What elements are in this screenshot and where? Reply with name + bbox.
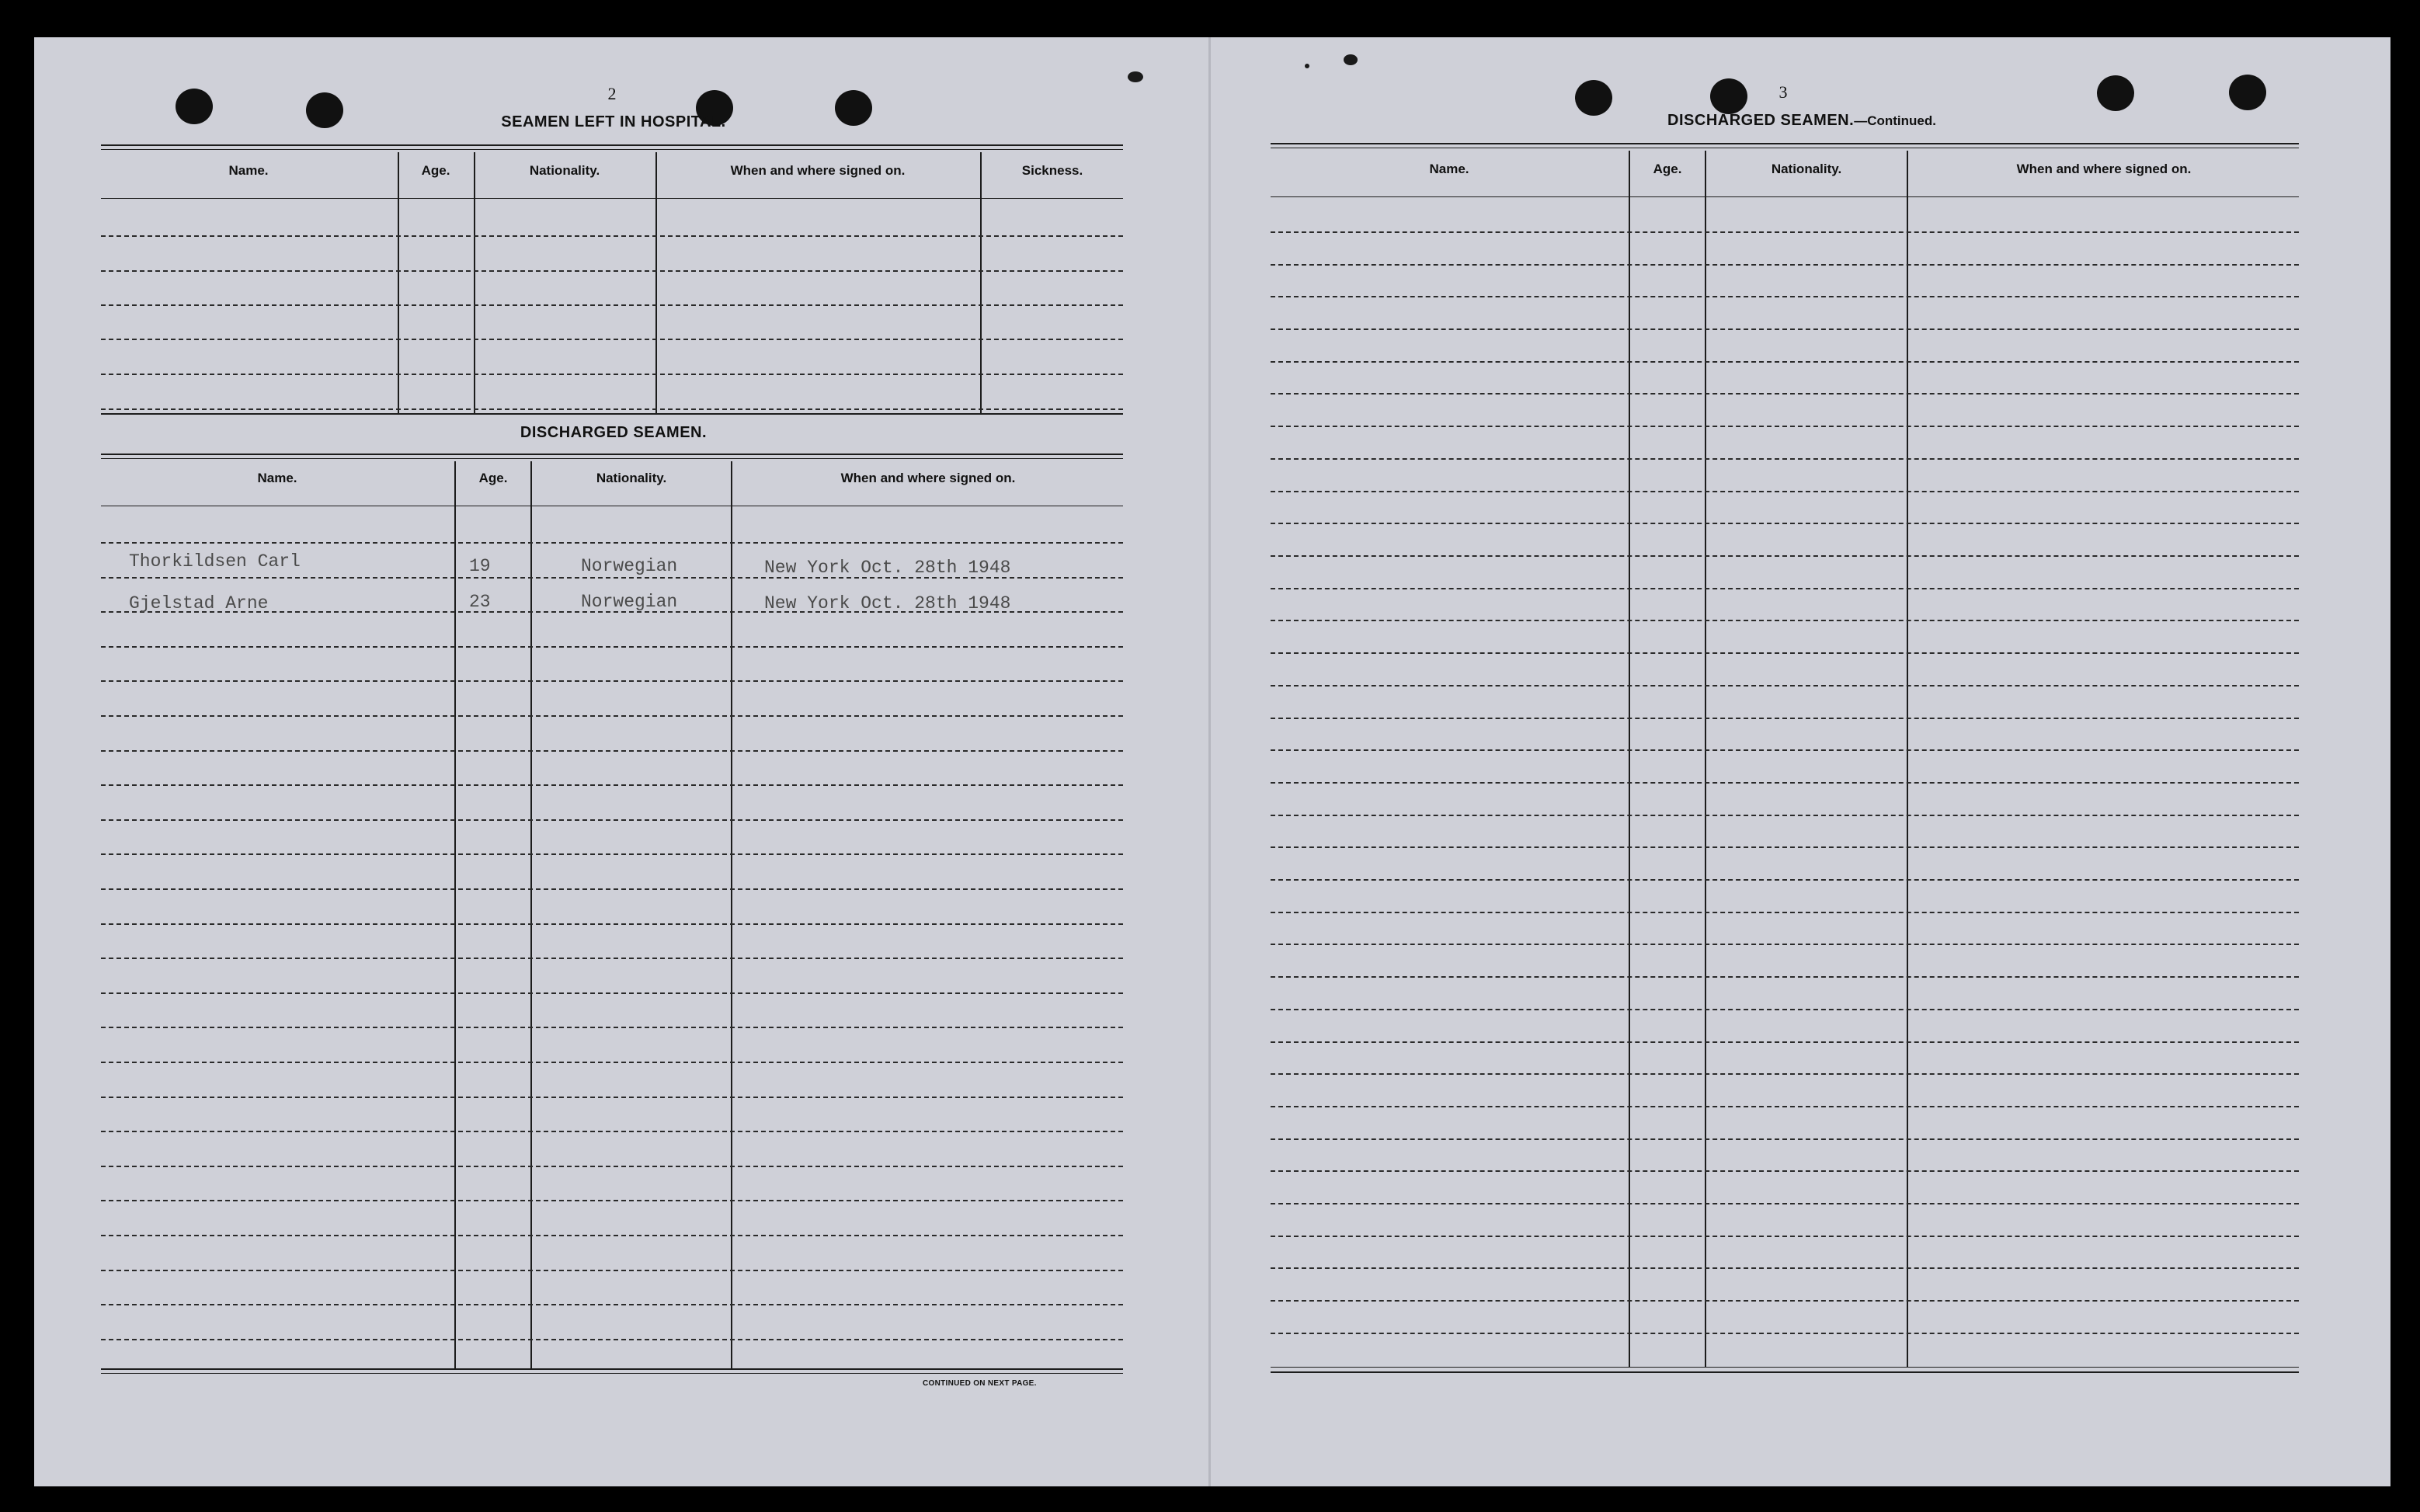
entry-line [1271, 426, 2299, 427]
entry-line [1271, 555, 2299, 557]
seaman-age: 23 [469, 592, 491, 612]
top-double-rule [1271, 143, 2299, 144]
entry-line [1271, 652, 2299, 654]
bottom-rule [101, 1373, 1123, 1374]
entry-line [101, 853, 1123, 855]
column-divider [1629, 151, 1630, 1367]
entry-line [1271, 1267, 2299, 1269]
entry-line [1271, 588, 2299, 589]
discharged-section-title: DISCHARGED SEAMEN. [520, 424, 708, 441]
entry-line [101, 958, 1123, 959]
entry-line [1271, 393, 2299, 395]
section-double-rule [101, 454, 1123, 455]
col-header-age: Age. [421, 163, 450, 178]
hospital-section-title: SEAMEN LEFT IN HOSPITAL. [501, 113, 726, 130]
entry-line [101, 542, 1123, 544]
title-main: DISCHARGED SEAMEN. [1667, 112, 1855, 129]
entry-line [1271, 879, 2299, 881]
col-header-sickness: Sickness. [1021, 163, 1083, 178]
discharged-continued-title [1584, 112, 2019, 130]
seaman-nationality: Norwegian [581, 592, 678, 612]
entry-line [101, 1027, 1123, 1028]
entry-line [101, 1131, 1123, 1132]
section-rule [101, 413, 1123, 415]
entry-line [1271, 1333, 2299, 1334]
ink-speck [1344, 54, 1358, 65]
seaman-name: Thorkildsen Carl [129, 551, 301, 572]
entry-line [101, 1166, 1123, 1167]
entry-line [101, 1304, 1123, 1305]
entry-line [1271, 231, 2299, 233]
entry-line [1271, 976, 2299, 978]
entry-line [1271, 1300, 2299, 1302]
header-rule [101, 198, 1123, 199]
punch-hole [176, 89, 213, 124]
ink-speck [1128, 71, 1143, 82]
entry-line [101, 1097, 1123, 1098]
entry-line [1271, 1041, 2299, 1043]
seaman-age: 19 [469, 556, 491, 576]
entry-line [101, 750, 1123, 752]
column-divider [1907, 151, 1908, 1367]
entry-line [101, 992, 1123, 994]
entry-line [101, 923, 1123, 925]
seaman-signed-on: New York Oct. 28th 1948 [764, 593, 1011, 613]
entry-line [1271, 491, 2299, 492]
col-header-name: Name. [1429, 162, 1469, 176]
entry-line [101, 270, 1123, 272]
page-number: 3 [1778, 82, 1788, 102]
entry-line [101, 888, 1123, 890]
entry-line [101, 1270, 1123, 1271]
entry-line [101, 235, 1123, 237]
punch-hole [1710, 78, 1747, 114]
entry-line [101, 1235, 1123, 1236]
col-header-nationality: Nationality. [596, 471, 667, 485]
entry-line [1271, 846, 2299, 848]
entry-line [1271, 296, 2299, 297]
seaman-nationality: Norwegian [581, 556, 678, 576]
top-double-rule [101, 144, 1123, 146]
column-divider [1705, 151, 1706, 1367]
col-header-name: Name. [257, 471, 297, 485]
entry-line [1271, 1236, 2299, 1237]
entry-line [101, 304, 1123, 306]
entry-line [1271, 264, 2299, 266]
entry-line [1271, 749, 2299, 751]
punch-hole [2229, 75, 2266, 110]
punch-hole [835, 90, 872, 126]
col-header-signed-on: When and where signed on. [840, 471, 1016, 485]
entry-line [1271, 685, 2299, 686]
column-divider [731, 461, 732, 1370]
col-header-age: Age. [1653, 162, 1682, 176]
entry-line [101, 646, 1123, 648]
col-header-age: Age. [478, 471, 508, 485]
bottom-rule [101, 1368, 1123, 1370]
entry-line [1271, 1009, 2299, 1010]
title-suffix: —Continued. [1854, 113, 1936, 128]
column-divider [454, 461, 456, 1370]
punch-hole [306, 92, 343, 128]
entry-line [101, 1200, 1123, 1201]
entry-line [1271, 361, 2299, 363]
bottom-rule [1271, 1367, 2299, 1368]
punch-hole [1575, 80, 1612, 116]
col-header-signed-on: When and where signed on. [2016, 162, 2192, 176]
entry-line [1271, 523, 2299, 524]
entry-line [101, 339, 1123, 340]
ink-speck [1305, 64, 1309, 68]
seaman-name: Gjelstad Arne [129, 593, 269, 613]
entry-line [1271, 1138, 2299, 1140]
bottom-rule [1271, 1371, 2299, 1373]
entry-line [1271, 1170, 2299, 1172]
entry-line [1271, 1073, 2299, 1075]
col-header-nationality: Nationality. [1771, 162, 1842, 176]
section-double-rule [101, 458, 1123, 459]
column-divider [530, 461, 532, 1370]
entry-line [1271, 1106, 2299, 1107]
entry-line [101, 408, 1123, 410]
header-rule [1271, 196, 2299, 197]
entry-line [1271, 912, 2299, 913]
entry-line [101, 784, 1123, 786]
entry-line [1271, 815, 2299, 816]
entry-line [1271, 782, 2299, 784]
entry-line [101, 1339, 1123, 1340]
entry-line [101, 680, 1123, 682]
top-double-rule [101, 149, 1123, 150]
entry-line [1271, 1203, 2299, 1204]
entry-line [1271, 944, 2299, 945]
entry-line [101, 715, 1123, 717]
entry-line [101, 374, 1123, 375]
col-header-name: Name. [228, 163, 269, 178]
continued-footer: CONTINUED ON NEXT PAGE. [923, 1379, 1037, 1388]
entry-line [101, 819, 1123, 821]
page-fold [1208, 37, 1211, 1486]
page-number: 2 [607, 84, 617, 103]
entry-line [1271, 328, 2299, 330]
seaman-signed-on: New York Oct. 28th 1948 [764, 558, 1011, 578]
entry-line [101, 1062, 1123, 1063]
entry-line [1271, 620, 2299, 621]
col-header-nationality: Nationality. [529, 163, 600, 178]
col-header-signed-on: When and where signed on. [730, 163, 906, 178]
entry-line [1271, 458, 2299, 460]
punch-hole [2097, 75, 2134, 111]
entry-line [1271, 718, 2299, 719]
